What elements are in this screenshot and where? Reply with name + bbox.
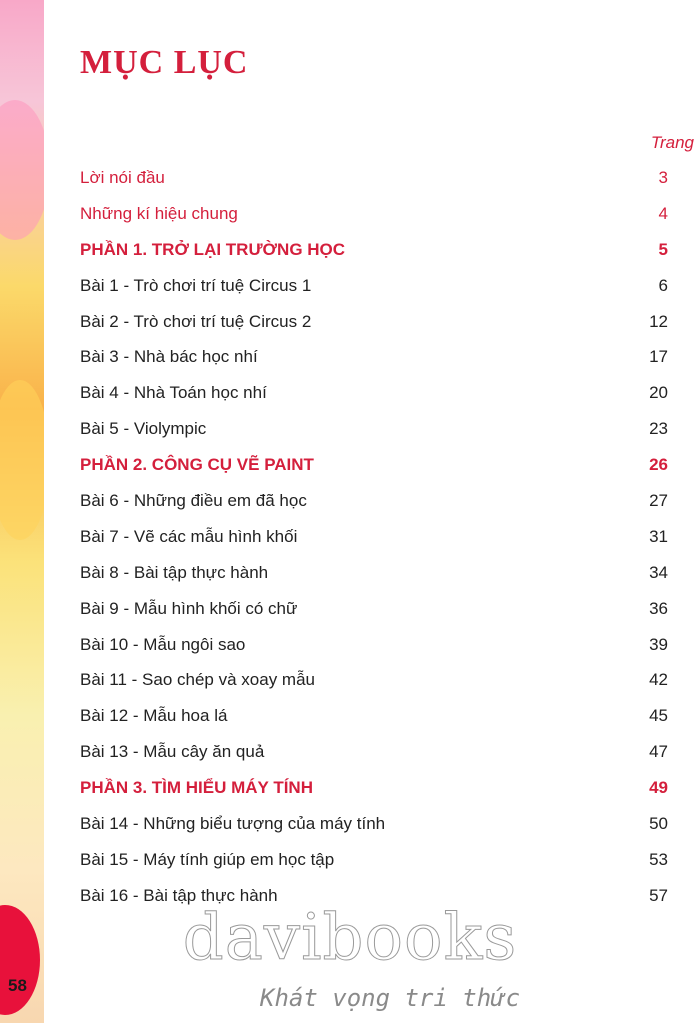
toc-entry-page: 47 <box>649 742 668 762</box>
toc-entry <box>80 411 668 447</box>
toc-entry-title: Bài 1 - Trò chơi trí tuệ Circus 1 <box>80 275 312 295</box>
toc-entry <box>80 806 668 842</box>
toc-entry <box>80 339 668 375</box>
toc-entry-page: 36 <box>649 598 668 618</box>
watermark-tagline: Khát vọng tri thức <box>260 984 521 1012</box>
toc-entry <box>80 734 668 770</box>
toc-entry <box>80 627 668 663</box>
toc-entry-title: Bài 9 - Mẫu hình khối có chữ <box>80 598 298 618</box>
toc-entry <box>80 483 668 519</box>
toc-part-heading <box>80 232 668 268</box>
toc-entry-page: 42 <box>649 670 668 690</box>
toc-entry-title: Bài 10 - Mẫu ngôi sao <box>80 634 246 654</box>
toc-entry-title: Lời nói đầu <box>80 167 165 187</box>
toc-entry-title: Bài 2 - Trò chơi trí tuệ Circus 2 <box>80 311 312 331</box>
page-number: 58 <box>8 976 27 995</box>
toc-entry-title: Những kí hiệu chung <box>80 203 238 223</box>
toc-entry-title: PHẦN 1. TRỞ LẠI TRƯỜNG HỌC <box>80 239 346 259</box>
toc-entry-title: Bài 11 - Sao chép và xoay mẫu <box>80 670 315 690</box>
toc-entry-page: 34 <box>649 562 668 582</box>
toc-entry-title: Bài 4 - Nhà Toán học nhí <box>80 383 267 403</box>
toc-entry-title: Bài 14 - Những biểu tượng của máy tính <box>80 813 386 833</box>
toc-entry-title: Bài 3 - Nhà bác học nhí <box>80 347 258 367</box>
toc-entry-page: 6 <box>658 275 668 295</box>
toc-entry-page: 26 <box>649 455 668 475</box>
toc-entry <box>80 375 668 411</box>
page-column-header: Trang <box>650 133 694 152</box>
toc-entry <box>80 304 668 340</box>
decorative-left-strip <box>0 0 44 1023</box>
toc-entry-page: 4 <box>658 203 668 223</box>
toc-entry-title: Bài 7 - Vẽ các mẫu hình khối <box>80 526 298 546</box>
toc-entry-page: 20 <box>649 383 668 403</box>
toc-entry <box>80 842 668 878</box>
toc-entry-page: 5 <box>658 239 668 259</box>
toc-entry <box>80 268 668 304</box>
toc-entry-title: Bài 6 - Những điều em đã học <box>80 490 307 510</box>
toc-entry-title: Bài 8 - Bài tập thực hành <box>80 562 269 582</box>
toc-entry <box>80 698 668 734</box>
toc-entry-page: 45 <box>649 706 668 726</box>
toc-entry-title: PHẦN 2. CÔNG CỤ VẼ PAINT <box>80 455 314 475</box>
toc-entry-page: 53 <box>649 849 668 869</box>
toc-entry-page: 39 <box>649 634 668 654</box>
toc-entry-title: Bài 15 - Máy tính giúp em học tập <box>80 849 335 869</box>
table-of-contents <box>80 160 668 914</box>
toc-entry-title: PHẦN 3. TÌM HIỂU MÁY TÍNH <box>80 778 313 798</box>
toc-entry-page: 49 <box>649 778 668 798</box>
watermark-logo: davibooks <box>182 901 518 975</box>
toc-entry-title: Bài 16 - Bài tập thực hành <box>80 885 278 905</box>
toc-entry <box>80 591 668 627</box>
toc-entry-page: 23 <box>649 419 668 439</box>
toc-entry-page: 17 <box>649 347 668 367</box>
toc-part-heading <box>80 770 668 806</box>
toc-entry <box>80 160 668 196</box>
toc-entry-page: 57 <box>649 885 668 905</box>
page-title: MỤC LỤC <box>80 44 249 81</box>
toc-entry-title: Bài 13 - Mẫu cây ăn quả <box>80 742 265 762</box>
toc-part-heading <box>80 447 668 483</box>
toc-entry-title: Bài 5 - Violympic <box>80 419 207 439</box>
toc-entry-page: 27 <box>649 490 668 510</box>
toc-entry-title: Bài 12 - Mẫu hoa lá <box>80 706 228 726</box>
toc-entry <box>80 196 668 232</box>
toc-entry-page: 50 <box>649 813 668 833</box>
toc-entry-page: 31 <box>649 526 668 546</box>
toc-entry <box>80 662 668 698</box>
toc-entry <box>80 555 668 591</box>
toc-entry-page: 3 <box>658 167 668 187</box>
toc-entry-page: 12 <box>649 311 668 331</box>
toc-entry <box>80 519 668 555</box>
